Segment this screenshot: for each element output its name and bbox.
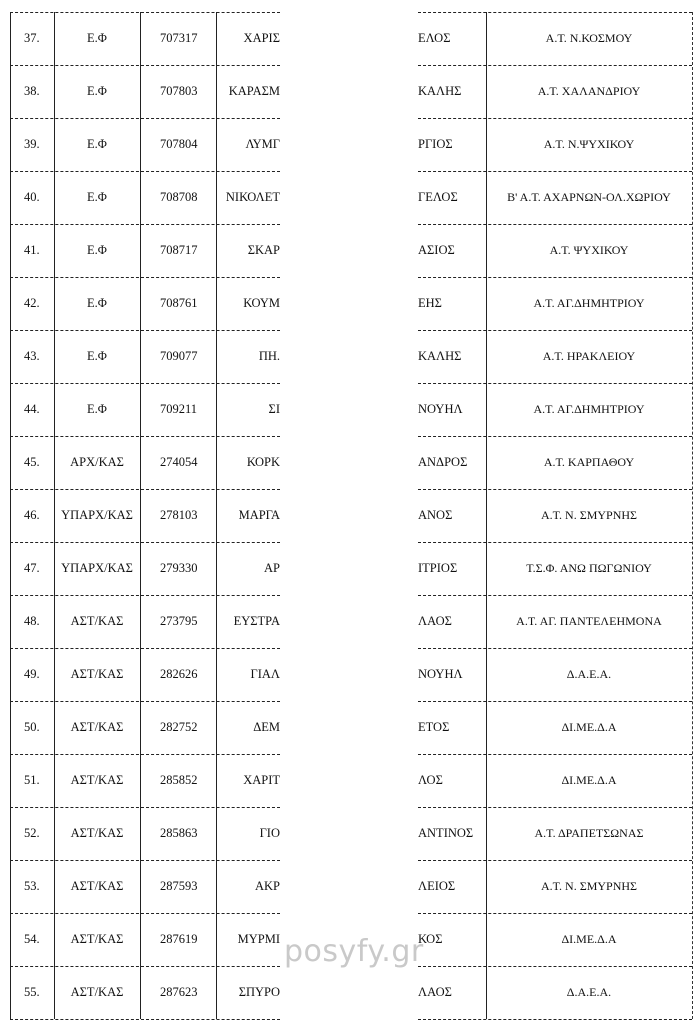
rank-cell: ΑΣΤ/ΚΑΣ xyxy=(70,932,124,946)
unit-cell: Δ.Α.Ε.Α. xyxy=(566,667,612,681)
unit-cell: Α.Τ. ΑΓ. ΠΑΝΤΕΛΕΗΜΟΝΑ xyxy=(516,614,662,628)
row-divider xyxy=(418,12,692,13)
surname-cell: ΛΥΜΓ xyxy=(245,137,280,151)
column-divider xyxy=(140,12,141,1019)
unit-cell: Α.Τ. Ν.ΚΟΣΜΟΥ xyxy=(545,31,633,45)
row-divider xyxy=(10,489,280,490)
unit-cell: Α.Τ. ΔΡΑΠΕΤΣΩΝΑΣ xyxy=(534,826,644,840)
row-divider xyxy=(10,436,280,437)
row-divider xyxy=(10,224,280,225)
row-number: 49. xyxy=(24,667,40,681)
unit-cell: Α.Τ. ΧΑΛΑΝΔΡΙΟΥ xyxy=(537,84,641,98)
rank-cell: Ε.Φ xyxy=(87,243,107,257)
firstname-cell: ΝΟΥΗΛ xyxy=(418,402,463,416)
rank-cell: Ε.Φ xyxy=(87,190,107,204)
row-number: 54. xyxy=(24,932,40,946)
rank-cell: ΑΣΤ/ΚΑΣ xyxy=(70,667,124,681)
rank-cell: ΑΣΤ/ΚΑΣ xyxy=(70,614,124,628)
unit-cell: Α.Τ. Ν. ΣΜΥΡΝΗΣ xyxy=(540,879,638,893)
surname-cell: ΣΚΑΡ xyxy=(247,243,280,257)
row-divider xyxy=(10,966,280,967)
code-cell: 709211 xyxy=(160,402,198,416)
row-number: 48. xyxy=(24,614,40,628)
row-divider xyxy=(10,171,280,172)
unit-cell: Α.Τ. ΗΡΑΚΛΕΙΟΥ xyxy=(542,349,636,363)
row-divider xyxy=(418,913,692,914)
row-number: 45. xyxy=(24,455,40,469)
firstname-cell: ΝΟΥΗΛ xyxy=(418,667,463,681)
firstname-cell: ΛΟΣ xyxy=(418,773,443,787)
row-divider xyxy=(10,1019,280,1020)
row-number: 43. xyxy=(24,349,40,363)
code-cell: 274054 xyxy=(160,455,198,469)
surname-cell: ΚΟΥΜ xyxy=(243,296,280,310)
surname-cell: ΜΑΡΓΑ xyxy=(238,508,280,522)
rank-cell: ΑΣΤ/ΚΑΣ xyxy=(70,985,124,999)
row-divider xyxy=(418,807,692,808)
code-cell: 708717 xyxy=(160,243,198,257)
code-cell: 709077 xyxy=(160,349,198,363)
column-divider xyxy=(54,12,55,1019)
row-divider xyxy=(418,966,692,967)
row-divider xyxy=(10,383,280,384)
row-divider xyxy=(10,118,280,119)
row-number: 39. xyxy=(24,137,40,151)
surname-cell: ΠΗ. xyxy=(258,349,280,363)
firstname-cell: ΛΕΙΟΣ xyxy=(418,879,456,893)
code-cell: 282626 xyxy=(160,667,198,681)
row-divider xyxy=(418,65,692,66)
row-divider xyxy=(10,330,280,331)
firstname-cell: ΑΣΙΟΣ xyxy=(418,243,455,257)
unit-cell: Α.Τ. ΑΓ.ΔΗΜΗΤΡΙΟΥ xyxy=(533,402,645,416)
rank-cell: ΑΣΤ/ΚΑΣ xyxy=(70,720,124,734)
firstname-cell: ΙΤΡΙΟΣ xyxy=(418,561,458,575)
code-cell: 287593 xyxy=(160,879,198,893)
unit-cell: Δ.Α.Ε.Α. xyxy=(566,985,612,999)
rank-cell: Ε.Φ xyxy=(87,402,107,416)
surname-cell: ΔΕΜ xyxy=(253,720,280,734)
column-divider xyxy=(216,12,217,1019)
unit-cell: ΔΙ.ΜΕ.Δ.Α xyxy=(561,773,617,787)
row-number: 40. xyxy=(24,190,40,204)
row-number: 38. xyxy=(24,84,40,98)
code-cell: 287623 xyxy=(160,985,198,999)
row-divider xyxy=(418,171,692,172)
surname-cell: ΣΙ xyxy=(268,402,280,416)
row-number: 41. xyxy=(24,243,40,257)
unit-cell: Β' Α.Τ. ΑΧΑΡΝΩΝ-ΟΛ.ΧΩΡΙΟΥ xyxy=(507,190,671,204)
row-divider xyxy=(418,860,692,861)
row-divider xyxy=(10,648,280,649)
unit-cell: Α.Τ. ΨΥΧΙΚΟΥ xyxy=(549,243,629,257)
row-divider xyxy=(418,595,692,596)
code-cell: 708708 xyxy=(160,190,198,204)
firstname-cell: ΑΝΟΣ xyxy=(418,508,453,522)
rank-cell: Ε.Φ xyxy=(87,137,107,151)
row-divider xyxy=(10,807,280,808)
firstname-cell: ΛΑΟΣ xyxy=(418,985,452,999)
unit-cell: Α.Τ. Ν.ΨΥΧΙΚΟΥ xyxy=(543,137,635,151)
firstname-cell: ΑΝΔΡΟΣ xyxy=(418,455,468,469)
row-number: 55. xyxy=(24,985,40,999)
row-number: 53. xyxy=(24,879,40,893)
surname-cell: ΧΑΡΙΤ xyxy=(243,773,280,787)
unit-cell: ΔΙ.ΜΕ.Δ.Α xyxy=(561,932,617,946)
code-cell: 287619 xyxy=(160,932,198,946)
rank-cell: ΑΡΧ/ΚΑΣ xyxy=(70,455,124,469)
surname-cell: ΣΠΥΡΟ xyxy=(238,985,280,999)
firstname-cell: ΕΤΟΣ xyxy=(418,720,450,734)
unit-cell: Α.Τ. ΑΓ.ΔΗΜΗΤΡΙΟΥ xyxy=(533,296,645,310)
row-divider xyxy=(10,595,280,596)
surname-cell: ΓΙΑΛ xyxy=(250,667,280,681)
row-divider xyxy=(418,701,692,702)
row-divider xyxy=(418,330,692,331)
row-number: 37. xyxy=(24,31,40,45)
code-cell: 273795 xyxy=(160,614,198,628)
code-cell: 279330 xyxy=(160,561,198,575)
row-number: 46. xyxy=(24,508,40,522)
surname-cell: ΚΑΡΑΣΜ xyxy=(228,84,280,98)
row-number: 44. xyxy=(24,402,40,416)
rank-cell: Ε.Φ xyxy=(87,296,107,310)
row-divider xyxy=(10,913,280,914)
surname-cell: ΓΙΟ xyxy=(259,826,280,840)
row-divider xyxy=(418,436,692,437)
row-divider xyxy=(418,754,692,755)
firstname-cell: ΚΟΣ xyxy=(418,932,443,946)
unit-cell: Α.Τ. Ν. ΣΜΥΡΝΗΣ xyxy=(540,508,638,522)
row-divider xyxy=(10,860,280,861)
rank-cell: Ε.Φ xyxy=(87,84,107,98)
firstname-cell: ΑΝΤΙΝΟΣ xyxy=(418,826,474,840)
unit-cell: ΔΙ.ΜΕ.Δ.Α xyxy=(561,720,617,734)
column-divider xyxy=(486,12,487,1019)
rank-cell: ΥΠΑΡΧ/ΚΑΣ xyxy=(61,508,133,522)
code-cell: 707317 xyxy=(160,31,198,45)
column-divider xyxy=(10,12,11,1019)
row-divider xyxy=(418,277,692,278)
rank-cell: ΥΠΑΡΧ/ΚΑΣ xyxy=(61,561,133,575)
surname-cell: ΕΥΣΤΡΑ xyxy=(233,614,280,628)
surname-cell: ΑΡ xyxy=(264,561,280,575)
row-number: 52. xyxy=(24,826,40,840)
rank-cell: ΑΣΤ/ΚΑΣ xyxy=(70,879,124,893)
code-cell: 707803 xyxy=(160,84,198,98)
row-divider xyxy=(10,701,280,702)
row-divider xyxy=(10,754,280,755)
row-number: 50. xyxy=(24,720,40,734)
surname-cell: ΑΚΡ xyxy=(254,879,280,893)
code-cell: 278103 xyxy=(160,508,198,522)
row-divider xyxy=(10,277,280,278)
code-cell: 285852 xyxy=(160,773,198,787)
code-cell: 285863 xyxy=(160,826,198,840)
firstname-cell: ΕΗΣ xyxy=(418,296,442,310)
row-divider xyxy=(418,489,692,490)
row-divider xyxy=(418,118,692,119)
firstname-cell: ΕΛΟΣ xyxy=(418,31,451,45)
code-cell: 282752 xyxy=(160,720,198,734)
row-divider xyxy=(418,648,692,649)
row-divider xyxy=(418,542,692,543)
unit-cell: Α.Τ. ΚΑΡΠΑΘΟΥ xyxy=(543,455,635,469)
row-divider xyxy=(10,65,280,66)
surname-cell: ΚΟΡΚ xyxy=(246,455,280,469)
surname-cell: ΜΥΡΜΙ xyxy=(237,932,280,946)
code-cell: 707804 xyxy=(160,137,198,151)
row-divider xyxy=(418,383,692,384)
surname-cell: ΝΙΚΟΛΕΤ xyxy=(225,190,280,204)
firstname-cell: ΚΑΛΗΣ xyxy=(418,84,462,98)
firstname-cell: ΛΑΟΣ xyxy=(418,614,452,628)
firstname-cell: ΓΕΛΟΣ xyxy=(418,190,458,204)
code-cell: 708761 xyxy=(160,296,198,310)
unit-cell: Τ.Σ.Φ. ΑΝΩ ΠΩΓΩΝΙΟΥ xyxy=(526,561,652,575)
firstname-cell: ΚΑΛΗΣ xyxy=(418,349,462,363)
rank-cell: ΑΣΤ/ΚΑΣ xyxy=(70,773,124,787)
row-divider xyxy=(10,542,280,543)
row-number: 51. xyxy=(24,773,40,787)
rank-cell: Ε.Φ xyxy=(87,31,107,45)
column-divider xyxy=(692,12,693,1019)
row-divider xyxy=(418,1019,692,1020)
watermark: posyfy.gr xyxy=(284,934,424,969)
row-divider xyxy=(10,12,280,13)
row-number: 47. xyxy=(24,561,40,575)
surname-cell: ΧΑΡΙΣ xyxy=(243,31,280,45)
redacted-gap xyxy=(280,0,418,1024)
firstname-cell: ΡΓΙΟΣ xyxy=(418,137,453,151)
rank-cell: Ε.Φ xyxy=(87,349,107,363)
row-number: 42. xyxy=(24,296,40,310)
rank-cell: ΑΣΤ/ΚΑΣ xyxy=(70,826,124,840)
row-divider xyxy=(418,224,692,225)
